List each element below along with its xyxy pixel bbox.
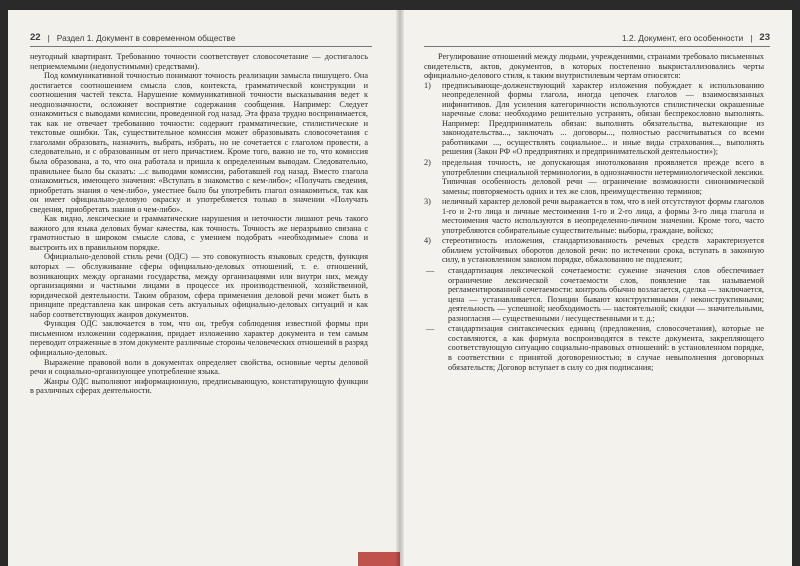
left-running-header [30, 32, 372, 47]
right-page [400, 10, 792, 566]
paragraph: Как видно, лексические и грамматические нарушения и неточности лишают речь такого важного для языка деловых бумаг качества, как точность. Точность же неразрывно связана с грамотностью в широком смысле слова, с умением подобрать «необходимые» слова и выстроить их в правильном порядке. [30, 214, 368, 252]
dash-list-item [424, 266, 764, 323]
list-marker: 4) [424, 236, 431, 246]
list-item-text: стереотипность изложения, стандартизованность речевых средств характеризуется обилием устойчивых оборотов деловой речи: по истечении срока, вступать в законную силу, в установленном законом порядке, обжалованию не подлежит; [442, 236, 764, 265]
paragraph: неугодный квартирант. Требованию точности соответствует словосочетание — достигалось неприемлемыми (недопустимыми) средствами). [30, 52, 368, 71]
numbered-list-item [424, 81, 764, 157]
paragraph: Функция ОДС заключается в том, что он, требуя соблюдения известной формы при письменном изложении содержания, придает изложению характер документа и тем самым переводит отраженные в этом документе различные стороны человеческих отношений в разряд официально-деловых. [30, 319, 368, 357]
running-title: Раздел 1. Документ в современном обществе [56, 32, 236, 43]
numbered-list-item [424, 197, 764, 235]
paragraph: Под коммуникативной точностью понимают точность реализации замысла пишущего. Она достигается соотношением смысла слов, контекста, грамматической конструкции и соотношения частей текста. Нарушение коммуникативной точности высказывания ведет к неоднозначности, осложняет восприятие содержания сообщения. Например: Следует ознакомиться с выводами комиссии, проведенной год назад. Эта фраза трудно воспринимается, так как не отвечает требованию точности: содержит грамматические, стилистические и текстовые ошибки. Так, существительное комиссия может образовывать словосочетания с глаголами образовать, назначить, выбрать, избрать, но не сочетается с глаголом провести, а следовательно, и с образованным от него причастием. Кроме того, важно не то, что комиссия была образована, а то, что она работала и пришла к определенным выводам. Следовательно, правильнее было бы сказать: ...с выводами комиссии, работавшей год назад. Вместо глагола ознакомиться, имеющего значения: «Вступать в знакомство с кем-либо»; «Получать сведения, приобретать знания о чем-либо», уместнее было бы употребить глагол ознакомиться, так как он имеет официально-деловую окраску и употребляется только в значении «Получать сведения, приобретать знания о чем-либо». [30, 71, 368, 214]
left-page [8, 10, 400, 566]
section-color-tab [358, 552, 400, 566]
list-item-text: предельная точность, не допускающая инотолкования проявляется прежде всего в употреблении специальной терминологии, в однозначности нетерминологической лексики. Типичная особенность деловой речи — ограничение возможности синонимической замены; повторяемость одних и тех же слов, преимущественно терминов; [442, 158, 764, 196]
book-spread [8, 10, 792, 566]
paragraph: Регулирование отношений между людьми, учреждениями, странами требовало письменных свидетельств, актов, документов, в которых постепенно выкристаллизовались черты официально-делового стиля, к таким внутристилевым чертам относятся: [424, 52, 764, 81]
paragraph: Выражение правовой воли в документах определяет свойства, основные черты деловой речи и социально-организующее употребление языка. [30, 357, 368, 377]
book-gutter [396, 10, 404, 566]
list-item-text: стандартизация синтаксических единиц (предложения, словосочетания), которые не составляются, а как формула воспроизводятся в тексте документа, закрепляющего соответствующую ситуацию социально-правовых отношений: в установленном порядке, в соответствии с принятой договоренностью; в случае невыполнения договорных обязательств; Договор вступает в силу со дня подписания; [448, 324, 764, 372]
list-marker: 3) [424, 197, 431, 207]
list-item-text: неличный характер деловой речи выражается в том, что в ней отсутствуют формы глаголов 1-го и 2-го лица и личные местоимения 1-го и 2-го лица, а формы 3-го лица глагола и местоимения часто используются в неопределенно-личном значении. Кроме того, часто употребляются собирательные существительные: выборы, граждане, войско; [442, 197, 764, 235]
list-item-text: стандартизация лексической сочетаемости: сужение значения слов обеспечивает ограничение лексической сочетаемости слов, появление так называемой регламентированной сочетаемости: контроль обычно возлагается, сделка — заключается, цена — устанавливается. Позиции бывают конструктивными / неконструктивными; деятельность — успешной; необходимость — настоятельной; скидки — значительными, разногласия — существенными / несущественными и т. д.; [448, 266, 764, 323]
page-number: 23 [759, 32, 770, 43]
list-marker: — [426, 266, 435, 276]
list-marker: 2) [424, 158, 431, 168]
right-running-header [424, 32, 770, 47]
page-number: 22 [30, 32, 41, 43]
list-marker: — [426, 324, 435, 334]
numbered-list-item [424, 236, 764, 265]
header-separator: | [47, 32, 50, 43]
left-page-body [30, 52, 368, 396]
running-title: 1.2. Документ, его особенности [621, 32, 744, 43]
paragraph: Официально-деловой стиль речи (ОДС) — это совокупность языковых средств, функция которых — обслуживание сферы официально-деловых отношений, т. е. отношений, возникающих между органами государства, между организациями или внутри них, между организациями и частными лицами в процессе их производственной, хозяйственной, юридической деятельности. Таким образом, сфера применения деловой речи может быть в принципе представлена как широкая сеть актуальных официально-деловых ситуаций и как набор соответствующих жанров документов. [30, 252, 368, 319]
header-separator: | [750, 32, 753, 43]
dash-list-item [424, 324, 764, 372]
paragraph: Жанры ОДС выполняют информационную, предписывающую, констатирующую функции в различных сферах деятельности. [30, 376, 368, 396]
list-marker: 1) [424, 80, 431, 90]
right-page-body [424, 52, 764, 373]
numbered-list-item [424, 158, 764, 196]
list-item-text: предписывающе-долженствующий характер изложения побуждает к использованию неопределенной формы глагола, иногда цепочек глаголов — взаимосвязанных инфинитивов. Для усиления категоричности используются стилистически окрашенные наречные слова: необходимо решительно устранять, обязан беспрекословно выполнять. Например: Предприниматель обязан: выполнять обязательства, вытекающие из законодательства..., заключать ... договоры..., полностью рассчитываться со всеми работниками ..., осуществлять социальное... и иные виды страхования..., выполнять решения (Закон РФ «О предприятиях и предпринимательской деятельности»); [442, 80, 764, 157]
